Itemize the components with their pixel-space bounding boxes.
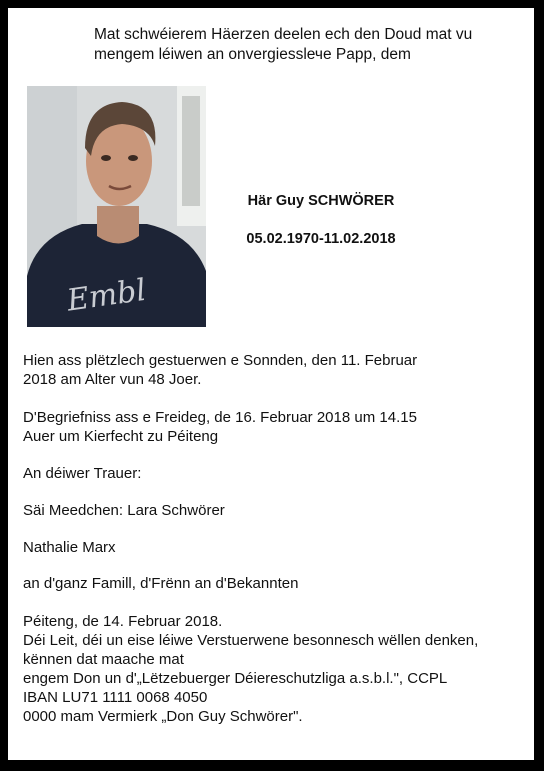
death-notice-line-2: 2018 am Alter vun 48 Joer. <box>23 371 202 388</box>
mourner-daughter: Säi Meedchen: Lara Schwörer <box>23 502 225 519</box>
portrait-photo <box>27 86 206 327</box>
closing-line-4: engem Don un d'„Lëtzebuerger Déiereschutzliga a.s.b.l.", CCPL <box>23 670 448 687</box>
mourner-others: an d'ganz Famill, d'Frënn an d'Bekannten <box>23 575 299 592</box>
funeral-line-2: Auer um Kierfecht zu Péiteng <box>23 428 219 445</box>
closing-line-6: 0000 mam Vermierk „Don Guy Schwörer". <box>23 708 303 725</box>
funeral-line-1: D'Begriefniss ass e Freideg, de 16. Februar 2018 um 14.15 <box>23 409 417 426</box>
portrait-illustration <box>27 86 206 327</box>
closing-line-2: Déi Leit, déi un eise léiwe Verstuerwene besonnesch wëllen denken, <box>23 632 479 649</box>
mourners-heading: An déiwer Trauer: <box>23 465 142 482</box>
death-notice-line-1: Hien ass plëtzlech gestuerwen e Sonnden, den 11. Februar <box>23 352 418 369</box>
shirt-print-text: Embl <box>64 272 149 319</box>
closing-line-5: IBAN LU71 1111 0068 4050 <box>23 689 208 706</box>
mourner-partner: Nathalie Marx <box>23 539 116 556</box>
closing-text <box>23 612 523 726</box>
funeral-notice <box>23 408 523 446</box>
closing-line-1: Péiteng, de 14. Februar 2018. <box>23 613 223 630</box>
death-notice <box>23 351 523 389</box>
deceased-name: Här Guy SCHWÖRER <box>247 193 395 209</box>
closing-line-3: kënnen dat maache mat <box>23 651 184 668</box>
obituary-page <box>8 8 534 760</box>
intro-line-2: mengem léiwen an onvergiesslече Papp, dem <box>94 46 411 63</box>
deceased-dates: 05.02.1970-11.02.2018 <box>246 231 396 247</box>
intro-text <box>94 25 524 65</box>
intro-line-1: Mat schwéierem Häerzen deelen ech den Doud mat vu <box>94 26 473 43</box>
